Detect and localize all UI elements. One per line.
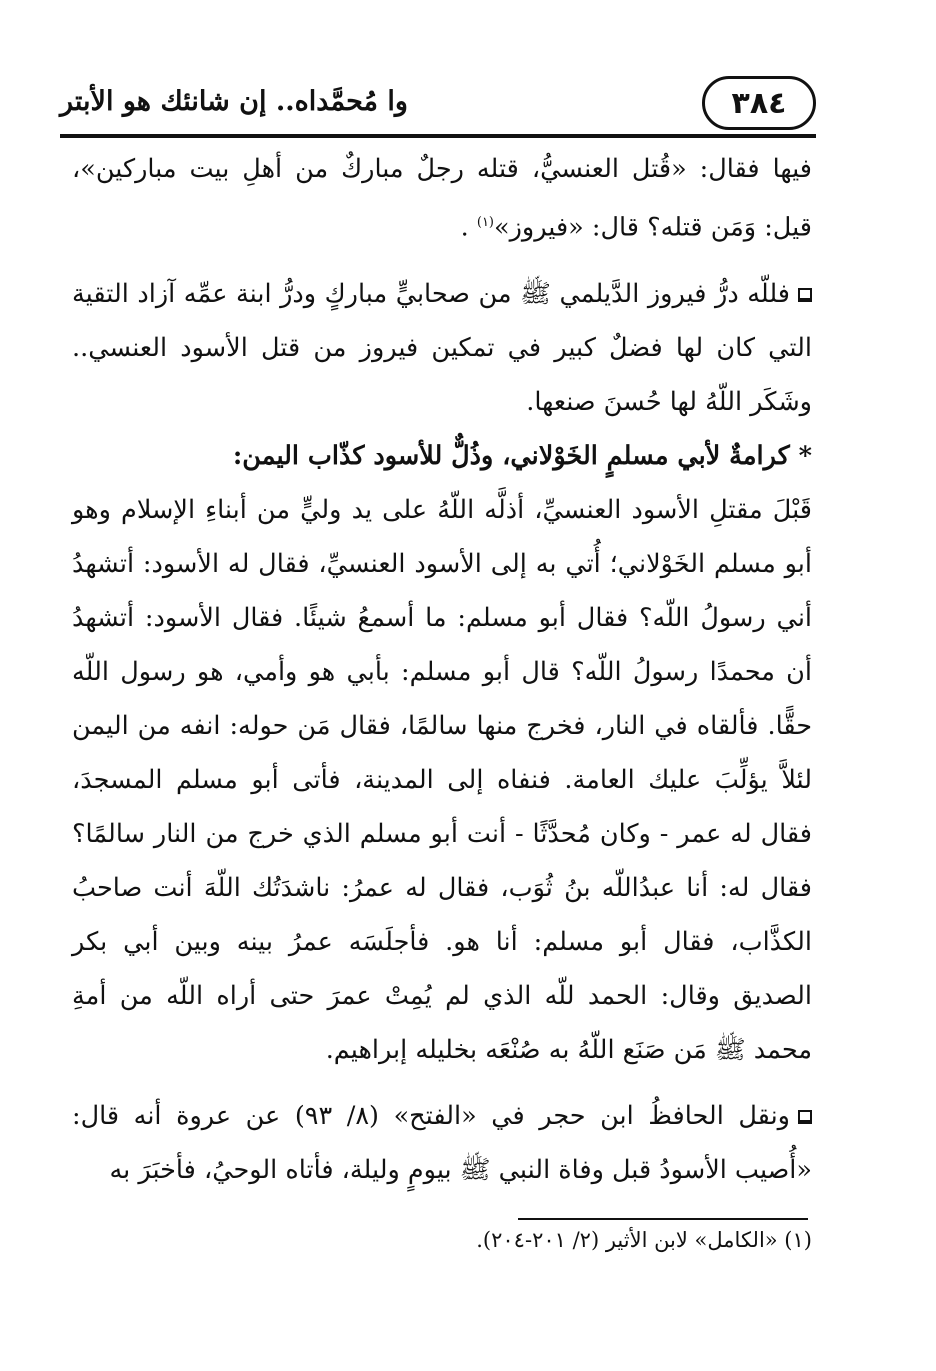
paragraph-1-end: . — [460, 212, 477, 243]
page-number: ٣٨٤ — [702, 76, 816, 130]
paragraph-4-text: ونقل الحافظُ ابن حجر في «الفتح» (٨/ ٩٣) عن عروة أنه قال: «أُصيب الأسودُ قبل وفاة النبي ﷺ بيومٍ وليلة، فأتاه الوحيُ، فأخبَرَ به — [72, 1100, 812, 1185]
running-title: وا مُحمَّداه.. إن شانئك هو الأبتر — [60, 86, 408, 117]
paragraph-2 — [72, 267, 812, 429]
page-header — [60, 70, 816, 136]
paragraph-1-text: فيها فقال: «قُتل العنسيُّ، قتله رجلٌ مباركٌ من أهلِ بيت مباركين»، قيل: وَمَن قتله؟ قال: «فيروز» — [72, 154, 812, 243]
footnote-rule — [518, 1218, 808, 1220]
body-text — [72, 142, 812, 1197]
paragraph-marker-icon — [798, 1110, 812, 1124]
footnote: (١) «الكامل» لابن الأثير (٢/ ٢٠١-٢٠٤). — [476, 1228, 812, 1252]
section-heading: * كرامةٌ لأبي مسلمٍ الخَوْلاني، وذُلٌّ للأسود كذّاب اليمن: — [232, 440, 812, 471]
paragraph-marker-icon — [798, 288, 812, 302]
paragraph-1 — [72, 142, 812, 255]
footnote-ref: (١) — [476, 215, 494, 230]
paragraph-4 — [72, 1089, 812, 1197]
paragraph-2-text: فللّه درُّ فيروز الدَّيلمي ﷺ من صحابيٍّ مباركٍ ودرُّ ابنة عمِّه آزاد التقية التي كان لها فضلٌ كبير في تمكين فيروز من قتل الأسود العنسي.. وشَكَر اللّهُ لها حُسنَ صنعها. — [72, 278, 812, 417]
paragraph-3: قَبْلَ مقتلِ الأسود العنسيِّ، أذلَّه اللّهُ على يد وليٍّ من أبناءِ الإسلام وهو أبو مسلم الخَوْلاني؛ أُتي به إلى الأسود العنسيِّ، فقال له الأسود: أتشهدُ أني رسولُ اللّه؟ فقال أبو مسلم: ما أسمعُ شيئًا. فقال الأسود: أتشهدُ أن محمدًا رسولُ اللّه؟ قال أبو مسلم: بأبي هو وأمي، هو رسول اللّه حقًّا. فألقاه في النار، فخرج منها سالمًا، فقال مَن حوله: انفه من اليمن لئلاَّ يؤلِّبَ عليك العامة. فنفاه إلى المدينة، فأتى أبو مسلم المسجدَ، فقال له عمر - وكان مُحدَّثًا - أنت أبو مسلم الذي خرج من النار سالمًا؟ فقال له: أنا عبدُاللّه بنُ ثُوَب، فقال له عمرُ: ناشدَتُك اللّهَ أنت صاحبُ الكذَّاب، فقال أبو مسلم: أنا هو. فأجلَسَه عمرُ بينه وبين أبي بكر الصديق وقال: الحمد للّه الذي لم يُمِتْ عمرَ حتى أراه اللّه من أمةِ محمد ﷺ مَن صَنَع اللّهُ به صُنْعَه بخليله إبراهيم. — [72, 494, 812, 1065]
header-rule — [60, 134, 816, 138]
